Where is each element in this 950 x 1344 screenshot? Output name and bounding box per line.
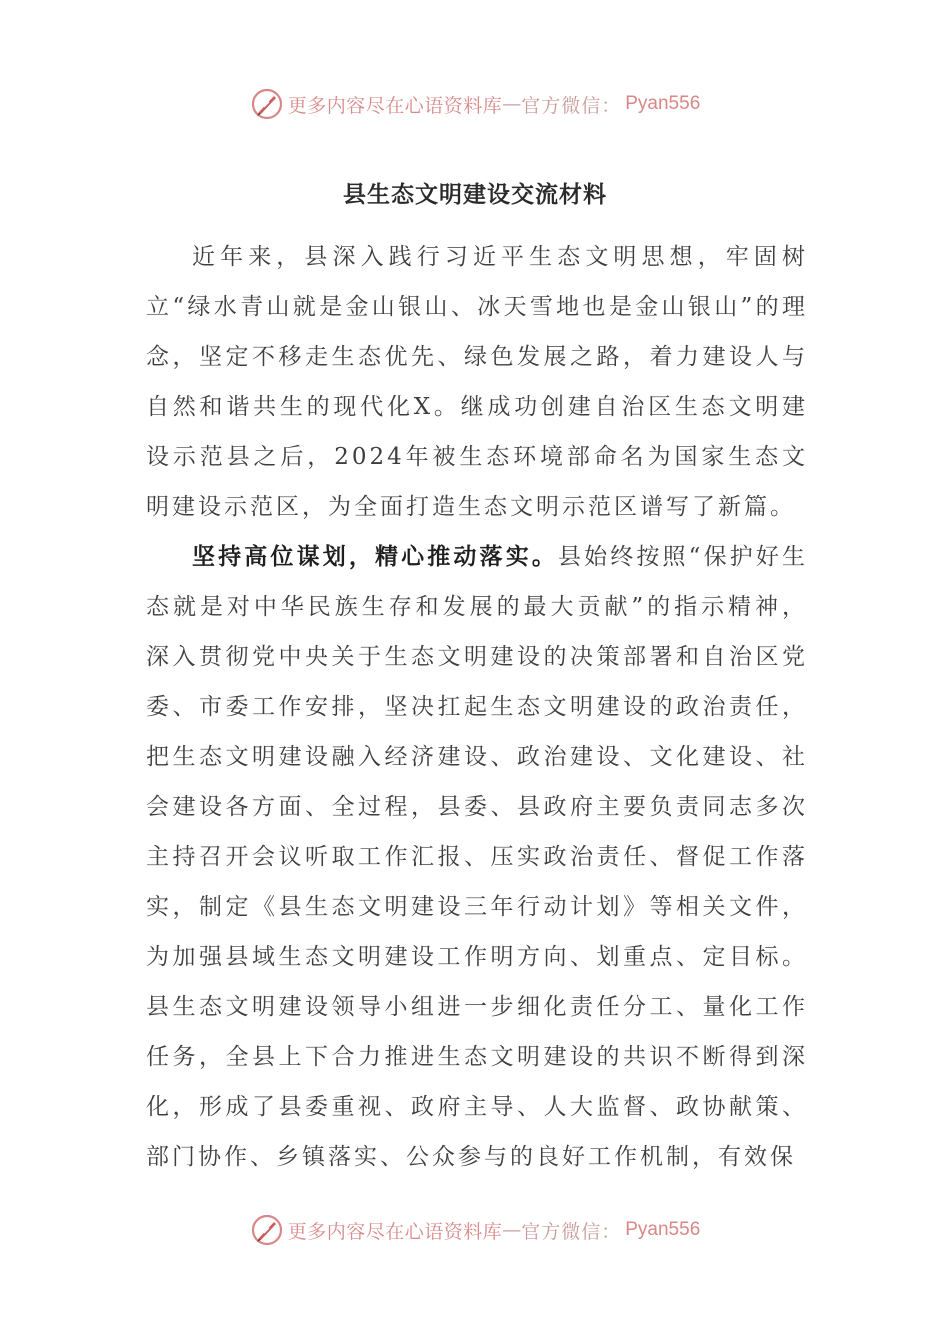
paragraph-intro [146,232,808,532]
paragraph-planning [146,532,808,1182]
banner-wechat-id: Pyan556 [625,93,701,114]
quill-pen-logo-icon [250,1213,284,1247]
footer-banner [0,1210,950,1250]
document-title: 县生态文明建设交流材料 [343,181,607,208]
banner-main-text: 更多内容尽在心语资料库 [287,94,503,117]
paragraph-lead-heading: 坚持高位谋划，精心推动落实。 [192,543,558,570]
document-body [146,232,808,1182]
header-banner [0,84,950,124]
paragraph-text: 近年来，县深入践行习近平生态文明思想，牢固树立“绿水青山就是金山银山、冰天雪地也是金山银山”的理念，坚定不移走生态优先、绿色发展之路，着力建设人与自然和谐共生的现代化X。继成功创建自治区生态文明建设示范县之后，2024年被生态环境部命名为国家生态文明建设示范区，为全面打造生态文明示范区谱写了新篇。 [146,244,808,520]
banner-separator: — [502,1219,522,1241]
banner-separator: — [502,93,522,115]
paragraph-text: 县始终按照“保护好生态就是对中华民族生存和发展的最大贡献”的指示精神，深入贯彻党中央关于生态文明建设的决策部署和自治区党委、市委工作安排，坚决扛起生态文明建设的政治责任，把生态文明建设融入经济建设、政治建设、文化建设、社会建设各方面、全过程，县委、县政府主要负责同志多次主持召开会议听取工作汇报、压实政治责任、督促工作落实，制定《县生态文明建设三年行动计划》等相关文件，为加强县域生态文明建设工作明方向、划重点、定目标。县生态文明建设领导小组进一步细化责任分工、量化工作任务，全县上下合力推进生态文明建设的共识不断得到深化，形成了县委重视、政府主导、人大监督、政协献策、部门协作、乡镇落实、公众参与的良好工作机制，有效保 [146,544,808,1170]
quill-pen-logo-icon [250,87,284,121]
banner-wechat-id: Pyan556 [625,1219,701,1240]
banner-main-text: 更多内容尽在心语资料库 [287,1220,503,1243]
banner-wechat-label: 官方微信： [521,94,622,117]
banner-wechat-label: 官方微信： [521,1220,622,1243]
